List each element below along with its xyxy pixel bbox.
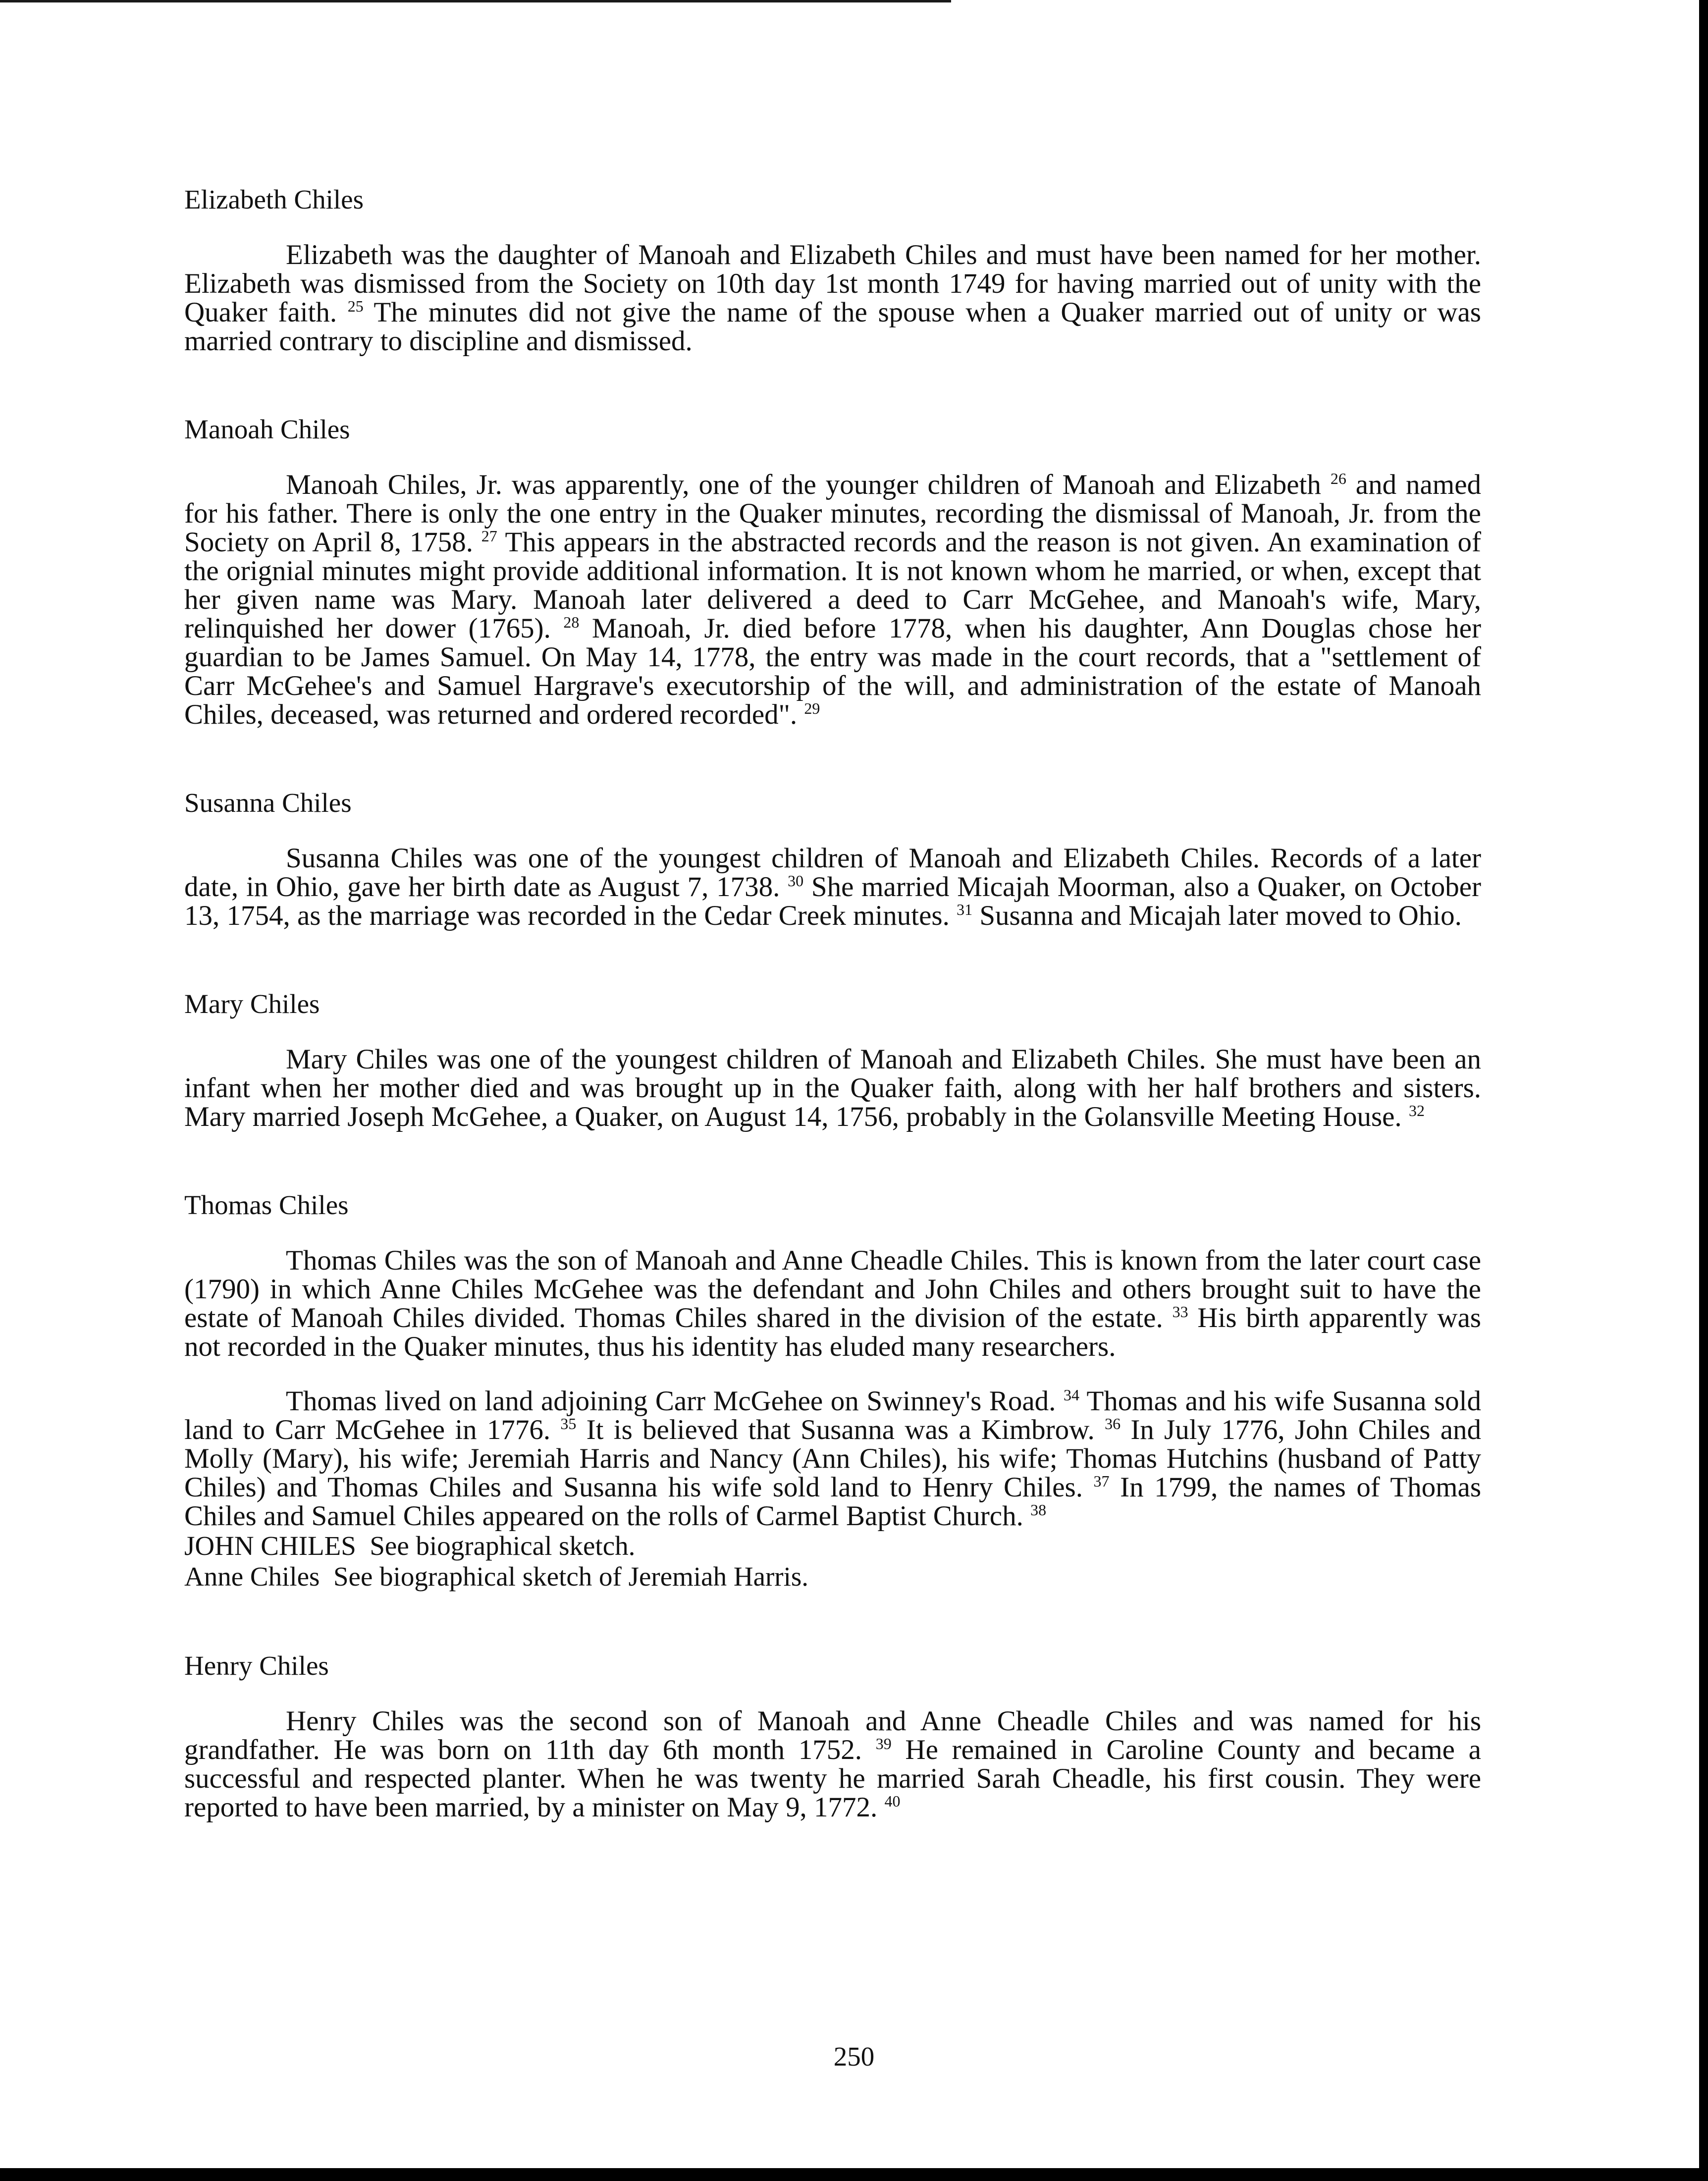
paragraph-text: His birth apparently was not recorded in the Quaker minutes, thus his identity has eluded many researchers.	[184, 1302, 1481, 1362]
paragraph-text: and named for his father. There is only the one entry in the Quaker minutes, recording the dismissal of Manoah, Jr. from the Society on April 8, 1758.	[184, 469, 1481, 558]
biography-section	[184, 1190, 1481, 1531]
paragraph-text: Thomas Chiles was the son of Manoah and Anne Cheadle Chiles. This is known from the later court case (1790) in which Anne Chiles McGehee was the defendant and John Chiles and others brought suit to have the estate of Manoah Chiles divided. Thomas Chiles shared in the division of the estate.	[184, 1245, 1481, 1333]
page-number: 250	[833, 2041, 875, 2072]
paragraph-text: Manoah Chiles, Jr. was apparently, one of the younger children of Manoah and Elizabeth	[286, 469, 1331, 500]
body-paragraph	[184, 844, 1481, 930]
biography-section	[184, 1650, 1481, 1822]
paragraph-text: This appears in the abstracted records and the reason is not given. An examination of the orignial minutes might provide additional information. It is not known whom he married, or when, except that her given name was Mary. Manoah later delivered a deed to Carr McGehee, and Manoah's wife, Mary, relinquished her dower (1765).	[184, 527, 1481, 644]
body-paragraph	[184, 1707, 1481, 1822]
entry-name: JOHN CHILES	[184, 1531, 356, 1561]
entry-note: See biographical sketch of Jeremiah Harris.	[333, 1561, 809, 1592]
paragraph-text: The minutes did not give the name of the spouse when a Quaker married out of unity or was married contrary to discipline and dismissed.	[184, 297, 1481, 357]
biography-section	[184, 414, 1481, 729]
body-paragraph	[184, 1045, 1481, 1131]
footnote-reference: 39	[875, 1735, 892, 1753]
body-paragraph	[184, 1246, 1481, 1361]
paragraph-text: She married Micajah Moorman, also a Quaker, on October 13, 1754, as the marriage was recorded in the Cedar Creek minutes.	[184, 871, 1481, 931]
bottom-scan-edge	[0, 2168, 1708, 2181]
top-scan-rule	[0, 0, 951, 2]
paragraph-text: In 1799, the names of Thomas Chiles and Samuel Chiles appeared on the rolls of Carmel Baptist Church.	[184, 1472, 1481, 1532]
biography-section	[184, 788, 1481, 930]
footnote-reference: 28	[563, 613, 580, 631]
footnote-reference: 31	[957, 901, 973, 918]
footnote-reference: 29	[804, 699, 820, 717]
section-heading: Manoah Chiles	[184, 414, 350, 444]
footnote-reference: 27	[481, 527, 497, 545]
paragraph-text: Manoah, Jr. died before 1778, when his daughter, Ann Douglas chose her guardian to be James Samuel. On May 14, 1778, the entry was made in the court records, that a "settlement of Carr McGehee's and Samuel Hargrave's executorship of the will, and administration of the estate of Manoah Chiles, deceased, was returned and ordered recorded".	[184, 613, 1481, 730]
footnote-reference: 25	[347, 297, 364, 315]
footnote-reference: 35	[560, 1415, 577, 1433]
section-heading: Thomas Chiles	[184, 1190, 349, 1220]
section-heading: Mary Chiles	[184, 989, 320, 1019]
footnote-reference: 38	[1030, 1501, 1047, 1519]
entry-note: See biographical sketch.	[370, 1531, 636, 1561]
section-heading: Elizabeth Chiles	[184, 184, 364, 214]
body-paragraph	[184, 241, 1481, 356]
paragraph-text: Thomas lived on land adjoining Carr McGehee on Swinney's Road.	[286, 1385, 1064, 1417]
body-paragraph	[184, 471, 1481, 729]
right-scan-edge	[1699, 0, 1708, 2181]
paragraph-text: Susanna Chiles was one of the youngest children of Manoah and Elizabeth Chiles. Records of a later date, in Ohio, gave her birth date as August 7, 1738.	[184, 843, 1481, 903]
body-paragraph	[184, 1387, 1481, 1531]
paragraph-text: Mary Chiles was one of the youngest children of Manoah and Elizabeth Chiles. She must have been an infant when her mother died and was brought up in the Quaker faith, along with her half brothers and sisters. Mary married Joseph McGehee, a Quaker, on August 14, 1756, probably in the Golansville Meeting House.	[184, 1044, 1481, 1132]
paragraph-text: It is believed that Susanna was a Kimbrow.	[576, 1414, 1105, 1445]
footnote-reference: 36	[1105, 1415, 1121, 1433]
cross-reference-entry	[184, 1561, 1481, 1592]
entry-name: Anne Chiles	[184, 1561, 320, 1592]
footnote-reference: 34	[1063, 1386, 1079, 1404]
biography-section	[184, 989, 1481, 1131]
paragraph-text: Susanna and Micajah later moved to Ohio.	[972, 900, 1462, 931]
paragraph-text: Thomas and his wife Susanna sold land to Carr McGehee in 1776.	[184, 1385, 1481, 1445]
section-heading: Susanna Chiles	[184, 788, 352, 818]
paragraph-text: In July 1776, John Chiles and Molly (Mary), his wife; Jeremiah Harris and Nancy (Ann Chiles), his wife; Thomas Hutchins (husband of Patty Chiles) and Thomas Chiles and Susanna his wife sold land to Henry Chiles.	[184, 1414, 1481, 1503]
document-page	[184, 184, 1481, 1822]
paragraph-text: Elizabeth was the daughter of Manoah and Elizabeth Chiles and must have been named for her mother. Elizabeth was dismissed from the Society on 10th day 1st month 1749 for having married out of unity with the Quaker faith.	[184, 239, 1481, 328]
footnote-reference: 26	[1330, 470, 1346, 487]
footnote-reference: 30	[788, 872, 804, 890]
paragraph-text: He remained in Caroline County and became a successful and respected planter. When he was twenty he married Sarah Cheadle, his first cousin. They were reported to have been married, by a minister on May 9, 1772.	[184, 1734, 1481, 1823]
cross-reference-entry	[184, 1531, 1481, 1561]
biography-section	[184, 184, 1481, 356]
section-heading: Henry Chiles	[184, 1650, 329, 1681]
footnote-reference: 32	[1408, 1102, 1425, 1119]
paragraph-text: Henry Chiles was the second son of Manoah and Anne Cheadle Chiles and was named for his grandfather. He was born on 11th day 6th month 1752.	[184, 1705, 1481, 1765]
footnote-reference: 40	[884, 1792, 901, 1810]
footnote-reference: 37	[1093, 1472, 1110, 1490]
footnote-reference: 33	[1172, 1303, 1188, 1321]
